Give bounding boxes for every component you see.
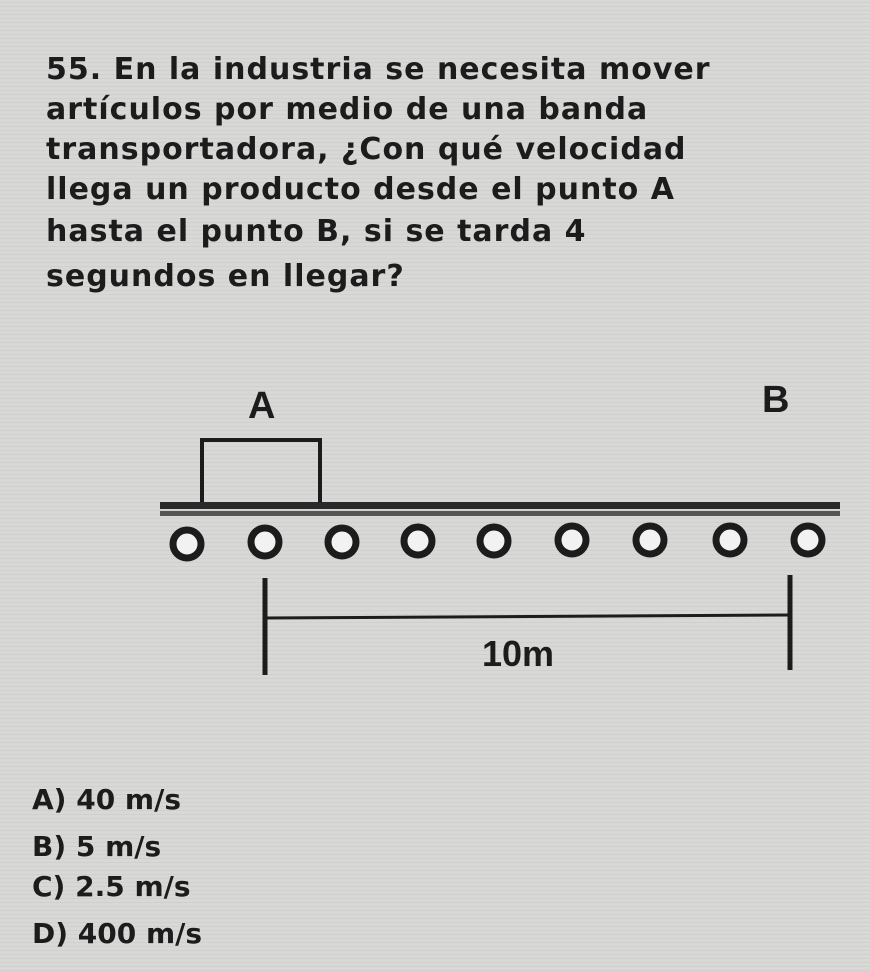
- question-line: segundos en llegar?: [46, 259, 405, 294]
- option-d[interactable]: D) 400 m/s: [32, 917, 203, 950]
- option-a[interactable]: A) 40 m/s: [32, 783, 181, 816]
- question-line: 55. En la industria se necesita mover: [46, 52, 711, 87]
- point-a-label: A: [248, 385, 276, 427]
- option-b[interactable]: B) 5 m/s: [32, 830, 162, 863]
- rollers: [173, 526, 822, 558]
- option-c[interactable]: C) 2.5 m/s: [32, 870, 191, 903]
- conveyor-diagram: [0, 370, 870, 690]
- point-b-label: B: [762, 379, 790, 421]
- question-line: llega un producto desde el punto A: [46, 172, 675, 207]
- question-line: hasta el punto B, si se tarda 4: [46, 214, 587, 249]
- roller: [480, 527, 508, 555]
- roller: [794, 526, 822, 554]
- roller: [716, 526, 744, 554]
- product-box: [202, 440, 320, 504]
- roller: [558, 526, 586, 554]
- roller: [251, 528, 279, 556]
- roller: [404, 527, 432, 555]
- roller: [636, 526, 664, 554]
- roller: [173, 530, 201, 558]
- roller: [328, 528, 356, 556]
- distance-label: 10m: [482, 633, 555, 674]
- question-line: artículos por medio de una banda: [46, 92, 649, 127]
- question-line: transportadora, ¿Con qué velocidad: [46, 132, 687, 167]
- conveyor-belt: [160, 502, 840, 516]
